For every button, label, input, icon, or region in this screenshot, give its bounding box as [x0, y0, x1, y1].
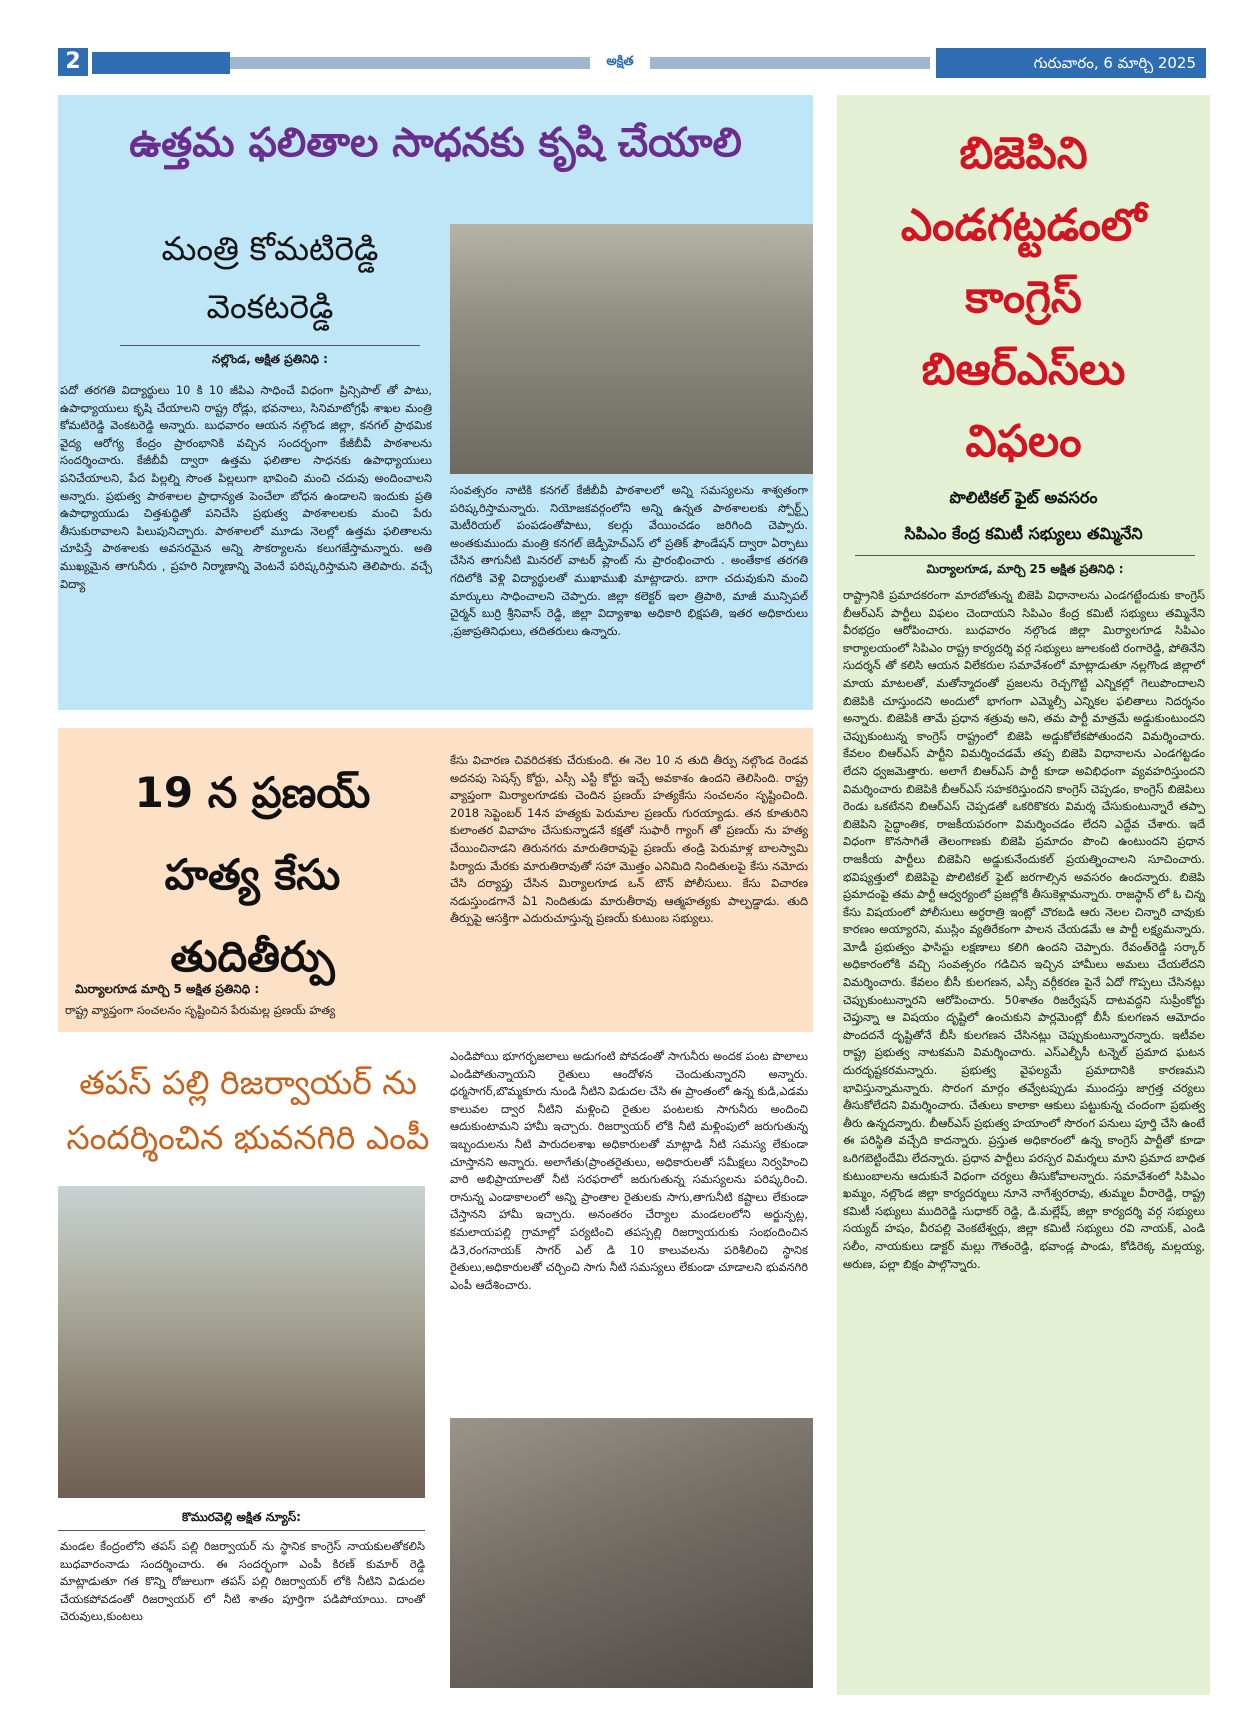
- article2-headline: [80, 752, 425, 998]
- header-band-left: [92, 52, 230, 74]
- mp-reservoir-visit-photo: [58, 1186, 425, 1498]
- article4-headline-line1: బిజెపిని: [959, 128, 1088, 179]
- article1-column-2: సంవత్సరం నాటికి కనగల్ కేజీబీవీ పాఠశాలలో అన్ని సమస్యలను శాశ్వతంగా పరిష్కరిస్తామన్నారు. నియోజకవర్గంలోని అన్ని ఉన్నత పాఠశాలలకు స్పోర్ట్స్ మెటీరియల్ పంపడంతోపాటు, కలర్లు వేయించడం జరిగింది చెప్పారు. అంతకుముందు మంత్రి కనగల్ జెడ్పీహెచ్ఎస్ లో ప్రతిక్ ఫౌండేషన్ ద్వారా ఏర్పాటు చేసిన తాగునీటి మినరల్ వాటర్ ప్లాంట్ ను ప్రారంభించారు . అంతేకాక తరగతి గదిలోకి వెళ్లి విద్యార్థులతో ముఖాముఖి మాట్లాడారు. బాగా చదువుకుని మంచి మార్కులు సాధించాలని చెప్పారు. జిల్లా కలెక్టర్ ఇలా త్రిపాఠి, మాజీ మున్సిపల్ చైర్మన్ బుర్రి శ్రీనివాస్ రెడ్డి, జిల్లా విద్యాశాఖ అధికారి భిక్షపతి, ఇతర అధికారులు ,ప్రజాప్రతినిధులు, తదితరులు ఉన్నారు.: [450, 483, 808, 638]
- article3-headline: [58, 1055, 438, 1165]
- header-band: [230, 57, 930, 69]
- minister-school-visit-photo: [450, 224, 813, 474]
- article1-dateline: నల్లొండ, అక్షిత ప్రతినిధి :: [212, 352, 328, 366]
- article2-headline-line3: తుదితీర్పు: [170, 932, 335, 981]
- article2-headline-line1: 19 న ప్రణయ్: [134, 768, 371, 817]
- issue-date: గురువారం, 6 మార్చి 2025: [936, 48, 1206, 78]
- article4-subhead: [837, 480, 1210, 552]
- article1-subhead-line2: వెంకటరెడ్డి: [206, 287, 334, 326]
- article1-column-1: పదో తరగతి విద్యార్థులు 10 కి 10 జీపిఎ సాధించే విధంగా ప్రిన్సిపాల్ తో పాటు, ఉపాధ్యాయులు కృషి చేయాలని రాష్ట్ర రోడ్లు, భవనాలు, సినిమాటోగ్రఫీ శాఖల మంత్రి కోమటిరెడ్డి వెంకటరెడ్డి అన్నారు. బుధవారం ఆయన నల్గొండ జిల్లా, కనగల్ ప్రాథమిక వైద్య ఆరోగ్య కేంద్రం ప్రారంభానికి వచ్చిన సందర్భంగా కేజీబీవీ పాఠశాలను సందర్శించారు. కేజీబీవీ ద్వారా ఉత్తమ ఫలితాల సాధనకు ఉపాధ్యాయులు పనిచేయాలని, పేద పిల్లల్ని సొంత పిల్లలుగా భావించి మంచి చదువు అందించాలని అన్నారు. ప్రభుత్వ పాఠశాలల ప్రాధాన్యత పెంచేలా బోధన ఉండాలని ఇందుకు ప్రతి ఉపాధ్యాయుడు చిత్తశుద్ధితో పనిచేసి ప్రభుత్వ పాఠశాలలకు మంచి పేరు తీసుకురావాలని పిలుపునిచ్చారు. పాఠశాలలో మూడు నెలల్లో ఉత్తమ ఫలితాలను చూపిస్తే పాఠశాలకు అవసరమైన అన్ని సౌకర్యాలను కలుగజేస్తామన్నారు. అతి ముఖ్యమైన తాగునీరు , ప్రహరి నిర్మాణాన్ని వెంటనే పరిష్కరిస్తామని తెలిపారు. వచ్చే విద్యా: [60, 383, 432, 591]
- article2-headline-line2: హత్య కేసు: [164, 850, 341, 899]
- article3-headline-line1: తపస్ పల్లి రిజర్వాయర్ ను: [79, 1063, 417, 1102]
- article3-dateline: కొమురవెల్లి అక్షిత న్యూస్:: [182, 1510, 301, 1524]
- article4-body: రాష్ట్రానికి ప్రమాదకరంగా మారబోతున్న బిజెపి విధానాలను ఎండగట్టేందుకు కాంగ్రెస్ బీఆర్ఎస్ పార్టీలు విఫలం చెందాయని సిపిఎం కేంద్ర కమిటీ సభ్యులు తమ్మినేని వీరభద్రం ఆరోపించారు. బుధవారం నల్గొండ జిల్లా మిర్యాలగూడ సిపిఎం కార్యాలయంలో సిపిఎం రాష్ట్ర కార్యదర్శి వర్గ సభ్యులు జూలకంటి రంగారెడ్డి, పోతినేని సుదర్శన్ తో కలిసి ఆయన విలేకరుల సమావేశంలో మాట్లాడుతూ నల్లగొండ జిల్లాలో మాయ మాటలతో, మతోన్మాదంతో ప్రజలను రెచ్చగొట్టి ఎన్నికల్లో గెలుపొందాలని బిజెపికి చూస్తుందని అందులో భాగంగా ఎమ్మెల్సీ ఎన్నికల ఫలితాలు నిదర్శనం అన్నారు. బిజెపికి తామే ప్రధాన శత్రువు అని, తమ పార్టీ మాత్రమే అడ్డుకుంటుందని చెప్పుకుంటున్న కాంగ్రెస్ రాష్ట్రంలో బిజెపి అడ్డుకోలేకపోతుందని విమర్శించారు. కేవలం బిఆర్ఎస్ పార్టీని విమర్శించడమే తప్ప బిజెపి విధానాలను ఎండగట్టడం లేదని ధ్వజమెత్తారు. అలాగే బిఆర్ఎస్ పార్టీ కూడా అవిభిధంగా వ్యవహరిస్తుందని విమర్శించారు బిజెపికి బీఆర్ఎస్ సహకరిస్తుందని కాంగ్రెస్ చెప్పడం, కాంగ్రెస్ బిజెపిలు రెండు ఒకటేనని బిఆర్ఎస్ చెప్పడతో ఒకరికొకరు విమర్శ చేసుకుంటున్నారే తప్పా బిజెపిని సైద్ధాంతిక, రాజకీయపరంగా విమర్శించడం లేదని ఎద్దేవ చేశారు. ఇదే విధంగా కొనసాగితే తెలంగాణకు బిజెపి ప్రమాదం పొంచి ఉంటుందని ప్రధాన రాజకీయ పార్టీలు బిజెపిని అడ్డుకునేందుకల్ ప్రయత్నించాలని సూచించారు. భవిష్యత్తులో బిజెపిపై పొలిటికల్ ఫైట్ జరగాల్సిన అవసరం ఉందన్నారు. బిజెపి ప్రమాదంపై తమ పార్టీ ఆధ్వర్యంలో ప్రజల్లోకి తీసుకెళ్లామన్నారు. రాజస్థాన్ లో ఓ చిన్న కేసు విషయంలో పోలీసులు అర్ధరాత్రి ఇంట్లో చొరబడి ఆరు నెలల చిన్నారి చావుకు కారణం అయ్యారని, ముస్లిం వ్యతిరేకంగా పాలన చేయడమే ఆ పార్టీ లక్ష్యమన్నారు. మోడీ ప్రభుత్వం ఫాసిస్టు లక్షణాలు కలిగి ఉందని చెప్పారు. రేవంత్‌రెడ్డి సర్కార్ అధికారంలోకి వచ్చి సంవత్సరం గడిచిన ఇచ్చిన హామీలు అమలు చేయలేదని విమర్శించారు. కేవలం బీసీ కులగణన, ఎస్సీ వర్గీకరణ పైనే ఏదో గొప్పలు చేసినట్లు చెప్పుకుంటున్నారని ఆరోపించారు. 50శాతం రిజర్వేషన్ దాటవద్దని సుప్రీంకోర్టు చెప్తున్నా ఆ విషయం దృష్టిలో ఉంచుకుని పార్లమెంట్లో బీసీ కులగణన ఆమోదం పొందదనే దృష్టితోనే బీసీ కులగణన చేసినట్లు చెప్పుకుంటున్నారన్నారు. ఇటీవల రాష్ట్ర ప్రభుత్వ నాటకమని విమర్శించారు. ఎస్ఎల్బీసీ టన్నెల్ ప్రమాద ఘటన దురదృష్టకరమన్నారు. ప్రభుత్వ వైఫల్యమే ప్రమాదానికి కారణమని భావిస్తున్నామన్నారు. సొరంగ మార్గం తవ్వేటప్పుడు ముందస్తు జాగ్రత్త చర్యలు తీసుకోలేదని విమర్శించారు. చేతులు కాలాకా ఆకులు పట్టుకున్న చందంగా ప్రభుత్వ తీరు ఉన్నదన్నారు. బీఆర్ఎస్ ప్రభుత్వ హయాంలో సొరంగ పనులు పూర్తి చేసి ఉంటే ఈ పరిస్థితి వచ్చేది కాదన్నారు. ప్రస్తుత అధికారంలో ఉన్న కాంగ్రెస్ పార్టీతో కూడా ఒరిగబెట్టిందేమి లేదన్నారు. ప్రధాన పార్టీలు పరస్పర విమర్శలు మాని ప్రమాద బాధిత కుటుంబాలను ఆదుకునే విధంగా చర్యలు తీసుకోవాలన్నారు. సమావేశంలో సిపిఎం ఖమ్మం, నల్లొండ జిల్లా కార్యదర్శులు నూనె నాగేశ్వరరావు, తుమ్మల వీరారెడ్డి, రాష్ట్ర కమిటీ సభ్యులు ముదిరెడ్డి సుధాకర్ రెడ్డి, డి.మల్లేష్, జిల్లా కార్యదర్శి వర్గ సభ్యులు సయ్యద్ హషం, వీరపల్లి వెంకటేశ్వర్లు, జిల్లా కమిటీ సభ్యులు రవి నాయక్, ఎండి సలీం, నాయకులు డాక్టర్ మల్లు గౌతంరెడ్డి, భవాండ్ల పాండు, కోడిరెక్క మల్లయ్య, అరుణ, పల్లా బిక్షం పాల్గొన్నారు.: [843, 588, 1205, 1271]
- article4-headline-line3: కాంగ్రెస్: [965, 272, 1082, 323]
- article2-column-1: రాష్ట్ర వ్యాప్తంగా సంచలనం సృష్టించిన పేరుమల్ల ప్రణయ్ హత్య: [65, 1003, 336, 1017]
- article4-dateline: మిర్యాలగూడ, మార్చి 25 అక్షిత ప్రతినిధి :: [926, 562, 1124, 576]
- article1-headline: ఉత్తమ ఫలితాల సాధనకు కృషి చేయాలి: [129, 120, 742, 166]
- article4-subhead-line2: సిపిఎం కేంద్ర కమిటీ సభ్యులు తమ్మినేని: [904, 524, 1143, 543]
- article2-dateline: మిర్యాలగూడ మార్చి 5 అక్షిత ప్రతినిధి :: [75, 982, 260, 996]
- article4-headline-line4: బిఆర్ఎస్‌లు: [921, 344, 1126, 395]
- article4-headline: [837, 118, 1210, 478]
- article4-subhead-line1: పొలిటికల్ ఫైట్ అవసరం: [949, 488, 1098, 507]
- article4-headline-line2: ఎండగట్టడంలో: [900, 200, 1147, 251]
- article1-subhead: [125, 220, 415, 336]
- article4-headline-line5: విఫలం: [965, 416, 1082, 467]
- mp-inspecting-documents-photo: [450, 1418, 813, 1688]
- divider: [855, 555, 1195, 556]
- masthead-logo: అక్షిత: [590, 50, 650, 74]
- divider: [120, 345, 420, 346]
- article2-column-2: కేసు విచారణ చివరిదశకు చేరుకుంది. ఈ నెల 10 న తుది తీర్పు నల్గొండ రెండవ అదనపు సెషన్స్ కోర్టు, ఎస్సీ ఎస్టీ కోర్టు ఇచ్చే అవకాశం ఉందని తెలిసింది. రాష్ట్ర వ్యాప్తంగా మిర్యాలగూడకు చెందిన ప్రణయ్ హత్యకేసు సంచలనం సృష్టించింది. 2018 సెప్టెంబర్ 14న హత్యకు పెరుమాల ప్రణయ్ గురయ్యాడు. తన కూతురిని కులాంతర వివాహం చేసుకున్నాడనే కక్షతో సుఫారీ గ్యాంగ్ తో ప్రణయ్ ను హత్య చేయించినాడని తిరునగరు మారుతిరావుపై ప్రణయ్ తండ్రి పెరుమాళ్ల బాలస్వామి పిర్యాదు మేరకు మారుతిరావుతో సహా మొత్తం ఎనిమిది నిందితులపై కేసు నమోదు చేసి దర్యాప్తు చేసిన మిర్యాలగూడ ఒన్ టౌన్ పోలీసులు. కేసు విచారణ నడుస్తుండగానే ఏ1 నిందితుడు మారుతీరావు ఆత్మహత్యకు పాల్పడ్డాడు. తుది తీర్పుపై ఆసక్తిగా ఎదురుచూస్తున్న ప్రణయ్ కుటుంబ సభ్యులు.: [450, 753, 808, 926]
- article3-headline-line2: సందర్శించిన భువనగిరి ఎంపీ: [66, 1118, 430, 1157]
- page-number: 2: [58, 48, 88, 76]
- article3-column-1: మండల కేంద్రంలోని తపస్ పల్లి రిజర్వాయర్ ను స్థానిక కాంగ్రెస్ నాయకులతోకలిసి బుధవారంనాడు సందర్శించారు. ఈ సందర్భంగా ఎంపీ కిరణ్ కుమార్ రెడ్డి మాట్లాడుతూ గత కొన్ని రోజులుగా తపస్ పల్లి రిజర్వాయర్ లోకి నీటిని విడుదల చేయకపోవడంతో రిజర్వాయర్ లో నీటి శాతం పూర్తిగా పడిపోయాయి. దాంతో చెరువులు,కుంటలు: [60, 1539, 425, 1624]
- divider: [58, 1530, 425, 1531]
- article3-column-2: ఎండిపోయి భూగర్భజలాలు అడుగంటి పోవడంతో సాగునీరు అందక పంట పొలాలు ఎండిపోతున్నాయని రైతులు ఆందోళన చెందుతున్నారని అన్నారు. ధర్మసాగర్,బొమ్మకూరు నుండి నీటిని విడుదల చేసి ఈ ప్రాంతంలో ఉన్న కుడి,ఎడమ కాలువల ద్వార నీటిని మళ్లించి రైతుల పంటలకు సాగునీరు అందించి ఆదుకుంటామని హామీ ఇచ్చారు. రిజర్వాయర్ లోకి నీటి మళ్లింపులో జరుగుతున్న ఇబ్బందులను నీటి పారుదలశాఖ అధికారులతో మాట్లాడి నీటి సమస్య లేకుండా చూస్తానని అన్నారు. అలాగేతు(ప్రాంతరైతులు, అధికారులతో సమీక్షలు నిర్వహించి వారి అభిప్రాయాలతో నీటి సరఫరాలో జరుగుతున్న సమస్యలను పరిష్కరించి. రానున్న ఎండాకాలంలో అన్ని ప్రాంతాల రైతులకు సాగు,తాగునీటి కష్టాలు లేకుండా చేస్తానని హామీ ఇచ్చారు. అనంతరం చేర్యాల మండలంలోని అర్జున్పట్ల, కమలాయపల్లి గ్రామాల్లో పర్యటించి తపస్పల్లి రిజర్వాయరుకు సంభందించిన డి3,రంగనాయక్ సాగర్ ఎల్ డి 10 కాలువలను పరిశీలించి స్థానిక రైతులు,అధికారులతో చర్చించి సాగు నీటి సమస్యలు లేకుండా చూడాలని భువనగిరి ఎంపీ ఆదేశించారు.: [450, 1049, 808, 1292]
- article1-subhead-line1: మంత్రి కోమటిరెడ్డి: [161, 229, 379, 268]
